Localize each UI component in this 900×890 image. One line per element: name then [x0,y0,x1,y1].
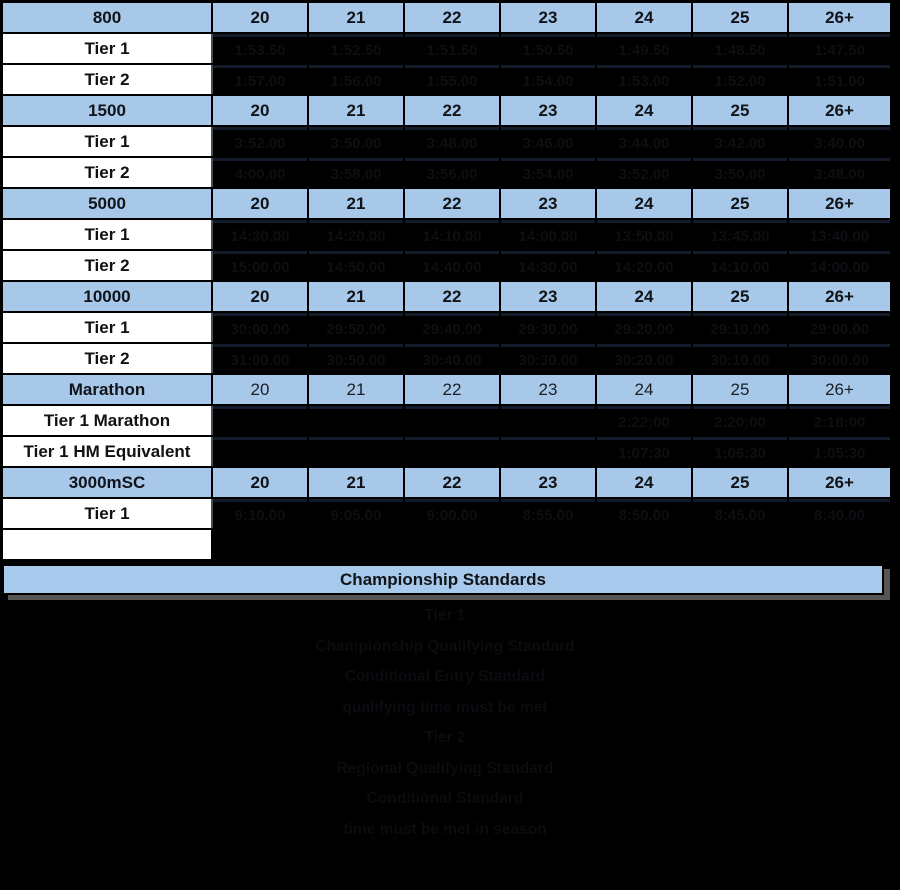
value-cell: 3:58.00 [309,158,403,187]
value-cell: 1:50.50 [501,34,595,63]
value-cell: 3:52.00 [597,158,691,187]
age-header-22: 22 [405,468,499,497]
age-header-21: 21 [309,282,403,311]
value-cell: 3:50.00 [693,158,787,187]
value-cell-empty [309,437,403,466]
age-header-20: 20 [213,189,307,218]
tier-label-cell: Tier 2 [3,65,211,94]
value-cell: 1:51.00 [789,65,890,94]
age-header-22: 22 [405,375,499,404]
value-cell-empty [501,437,595,466]
tier-label-cell: Tier 1 Marathon [3,406,211,435]
age-header-23: 23 [501,468,595,497]
value-cell: 1:54.00 [501,65,595,94]
age-header-24: 24 [597,3,691,32]
age-header-24: 24 [597,468,691,497]
notes-tier1-line: Conditional Entry Standard [344,668,546,685]
notes-tier2-heading: Tier 2 [424,729,466,746]
blank-cell [213,530,307,559]
notes-tier1-line: qualifying time must be met [342,698,548,716]
value-cell: 30:10.00 [693,344,787,373]
value-cell: 31:00.00 [213,344,307,373]
value-cell: 9:00.00 [405,499,499,528]
value-cell: 1:56.00 [309,65,403,94]
blank-cell [405,530,499,559]
value-cell: 3:42.00 [693,127,787,156]
value-cell: 29:10.00 [693,313,787,342]
value-cell: 14:20.00 [597,251,691,280]
event-header-marathon: Marathon [3,375,211,404]
value-cell: 14:30.00 [501,251,595,280]
value-cell: 1:52.50 [309,34,403,63]
value-cell-empty [213,437,307,466]
standards-table [1,1,892,561]
notes-block [0,601,890,845]
tier-label-cell: Tier 1 [3,127,211,156]
value-cell: 1:47.50 [789,34,890,63]
age-header-26plus: 26+ [789,3,890,32]
age-header-26plus: 26+ [789,468,890,497]
value-cell-empty [213,406,307,435]
value-cell: 1:51.50 [405,34,499,63]
tier-label-cell: Tier 2 [3,158,211,187]
value-cell: 14:30.00 [213,220,307,249]
value-cell: 1:52.00 [693,65,787,94]
value-cell: 1:53.50 [213,34,307,63]
value-cell: 3:48.00 [405,127,499,156]
event-header-10000: 10000 [3,282,211,311]
value-cell: 1:07:30 [597,437,691,466]
age-header-21: 21 [309,3,403,32]
age-header-22: 22 [405,282,499,311]
value-cell: 13:40.00 [789,220,890,249]
value-cell: 30:00.00 [789,344,890,373]
value-cell-empty [501,406,595,435]
value-cell-empty [309,406,403,435]
blank-cell [501,530,595,559]
tier-label-cell: Tier 1 [3,220,211,249]
age-header-24: 24 [597,96,691,125]
value-cell: 15:00.00 [213,251,307,280]
event-header-3000msc: 3000mSC [3,468,211,497]
value-cell: 2:18:00 [789,406,890,435]
notes-tier1-line: Championship Qualifying Standard [315,637,575,655]
value-cell: 14:00.00 [501,220,595,249]
value-cell: 14:10.00 [405,220,499,249]
value-cell: 1:57.00 [213,65,307,94]
value-cell: 8:55.00 [501,499,595,528]
tier-label-cell: Tier 1 [3,34,211,63]
value-cell: 3:54.00 [501,158,595,187]
age-header-23: 23 [501,96,595,125]
tier-label-cell: Tier 1 [3,499,211,528]
value-cell: 30:30.00 [501,344,595,373]
age-header-22: 22 [405,3,499,32]
age-header-24: 24 [597,189,691,218]
age-header-25: 25 [693,3,787,32]
value-cell: 14:10.00 [693,251,787,280]
value-cell: 29:20.00 [597,313,691,342]
value-cell: 1:53.00 [597,65,691,94]
tier-label-cell: Tier 2 [3,344,211,373]
value-cell: 3:52.00 [213,127,307,156]
notes-tier2-line: time must be met in season [343,820,547,838]
event-header-800: 800 [3,3,211,32]
age-header-20: 20 [213,468,307,497]
value-cell: 14:40.00 [405,251,499,280]
age-header-25: 25 [693,468,787,497]
value-cell: 13:45.00 [693,220,787,249]
value-cell: 30:40.00 [405,344,499,373]
age-header-21: 21 [309,96,403,125]
value-cell: 29:50.00 [309,313,403,342]
value-cell: 3:48.00 [789,158,890,187]
tier-label-cell: Tier 1 HM Equivalent [3,437,211,466]
tier-label-cell: Tier 2 [3,251,211,280]
blank-cell [597,530,691,559]
age-header-26plus: 26+ [789,96,890,125]
value-cell: 2:22:00 [597,406,691,435]
age-header-25: 25 [693,282,787,311]
age-header-25: 25 [693,375,787,404]
notes-tier2-line: Conditional Standard [366,790,524,807]
value-cell-empty [405,437,499,466]
blank-cell [309,530,403,559]
value-cell: 9:10.00 [213,499,307,528]
value-cell: 14:00.00 [789,251,890,280]
event-header-1500: 1500 [3,96,211,125]
value-cell: 30:50.00 [309,344,403,373]
age-header-24: 24 [597,282,691,311]
value-cell: 3:40.00 [789,127,890,156]
age-header-20: 20 [213,96,307,125]
age-header-21: 21 [309,468,403,497]
age-header-20: 20 [213,3,307,32]
value-cell: 1:05:30 [789,437,890,466]
age-header-23: 23 [501,282,595,311]
age-header-21: 21 [309,375,403,404]
value-cell: 1:55.00 [405,65,499,94]
value-cell: 14:20.00 [309,220,403,249]
age-header-25: 25 [693,96,787,125]
blank-label-cell [3,530,211,559]
banner-title: Championship Standards [340,569,546,589]
blank-cell [789,530,890,559]
age-header-20: 20 [213,375,307,404]
age-header-26plus: 26+ [789,189,890,218]
age-header-24: 24 [597,375,691,404]
age-header-22: 22 [405,96,499,125]
value-cell: 3:46.00 [501,127,595,156]
value-cell: 3:44.00 [597,127,691,156]
age-header-23: 23 [501,3,595,32]
value-cell: 13:50.00 [597,220,691,249]
tier-label-cell: Tier 1 [3,313,211,342]
value-cell: 30:00.00 [213,313,307,342]
value-cell: 1:06:30 [693,437,787,466]
value-cell: 29:00.00 [789,313,890,342]
value-cell: 4:00.00 [213,158,307,187]
value-cell: 1:48.50 [693,34,787,63]
value-cell: 8:40.00 [789,499,890,528]
value-cell: 30:20.00 [597,344,691,373]
age-header-22: 22 [405,189,499,218]
age-header-23: 23 [501,375,595,404]
notes-tier2-line: Regional Qualifying Standard [336,759,554,777]
championship-standards-banner [2,564,884,595]
event-header-5000: 5000 [3,189,211,218]
value-cell: 29:40.00 [405,313,499,342]
value-cell: 2:20:00 [693,406,787,435]
age-header-26plus: 26+ [789,282,890,311]
notes-tier1-heading: Tier 1 [424,607,466,624]
value-cell-empty [405,406,499,435]
age-header-23: 23 [501,189,595,218]
value-cell: 8:45.00 [693,499,787,528]
blank-cell [693,530,787,559]
value-cell: 3:56.00 [405,158,499,187]
age-header-26plus: 26+ [789,375,890,404]
age-header-25: 25 [693,189,787,218]
age-header-21: 21 [309,189,403,218]
value-cell: 8:50.00 [597,499,691,528]
value-cell: 1:49.50 [597,34,691,63]
value-cell: 3:50.00 [309,127,403,156]
value-cell: 9:05.00 [309,499,403,528]
age-header-20: 20 [213,282,307,311]
value-cell: 29:30.00 [501,313,595,342]
value-cell: 14:50.00 [309,251,403,280]
